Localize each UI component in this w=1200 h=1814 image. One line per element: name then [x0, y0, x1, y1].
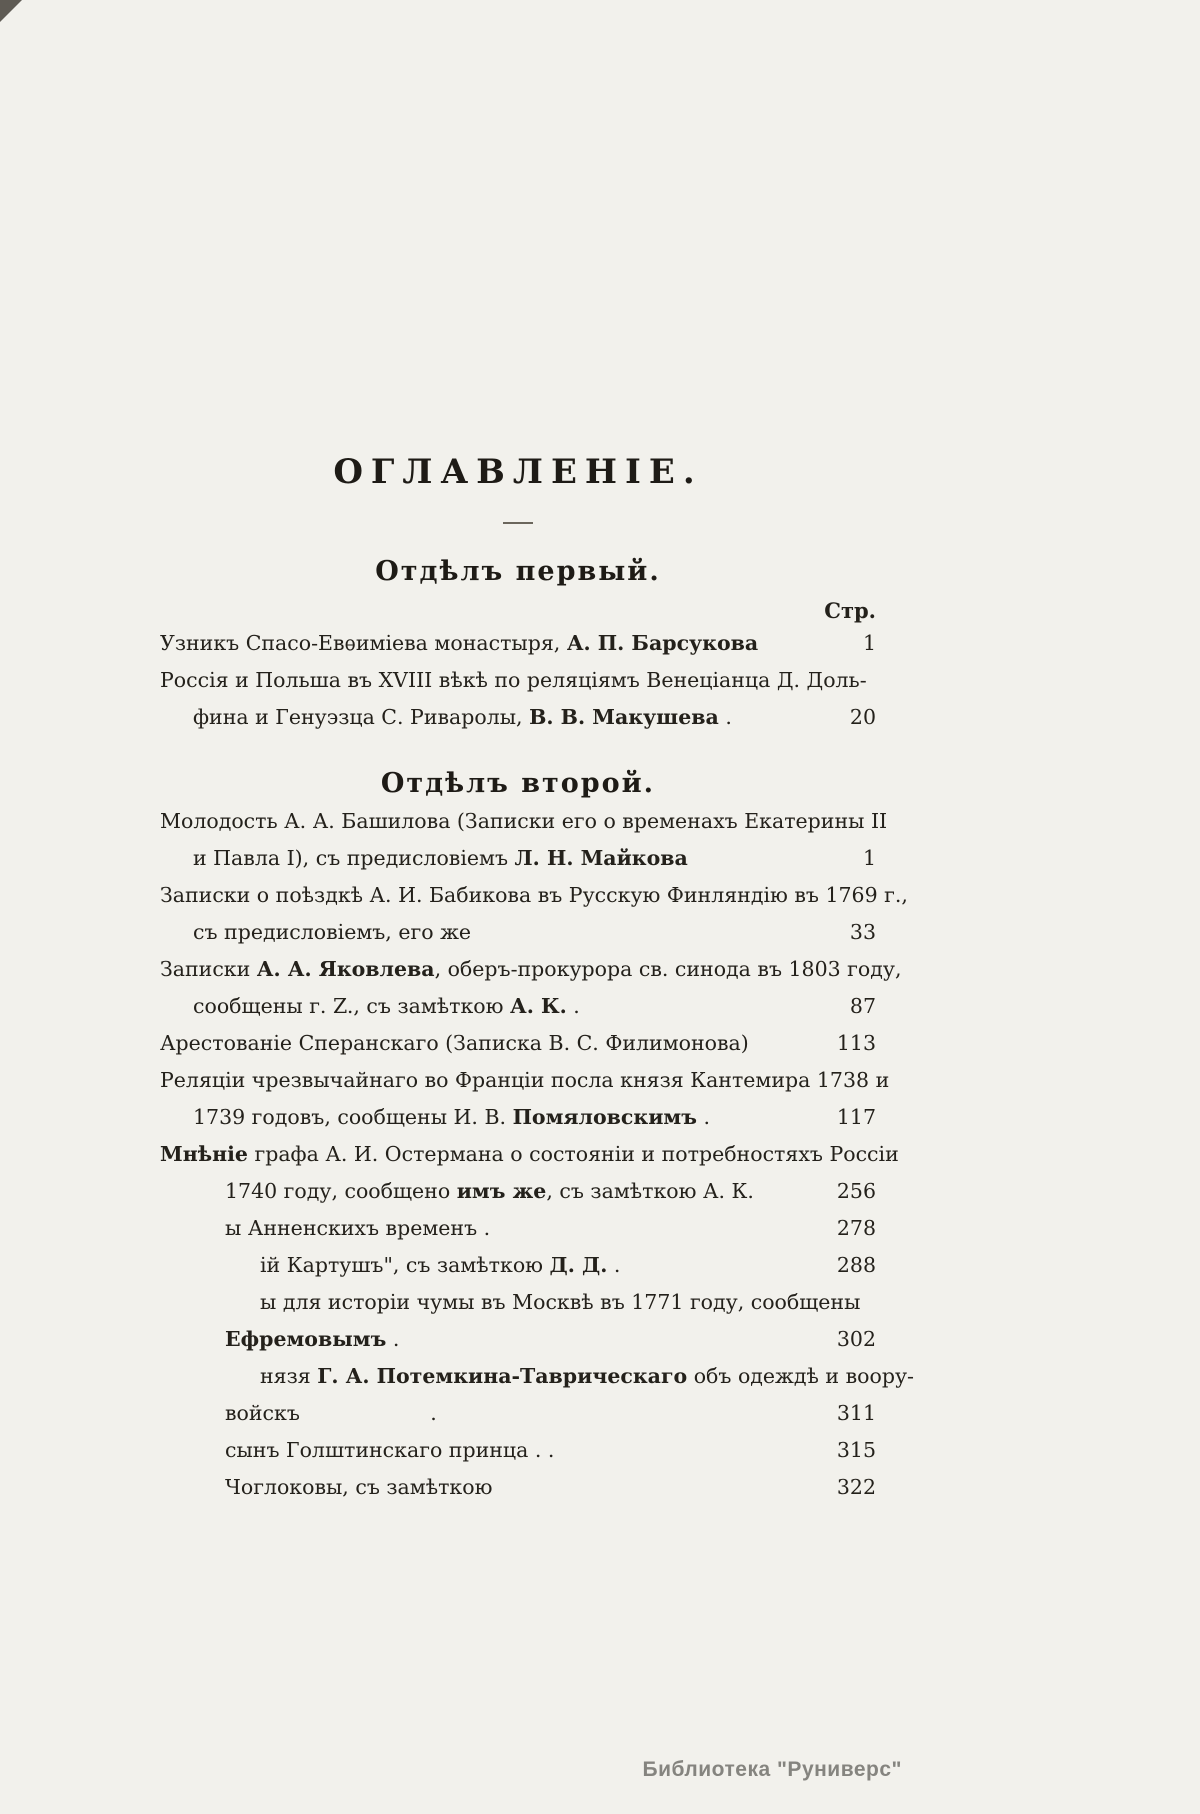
entry-text: нязя Г. А. Потемкина-Таврическаго объ одеждѣ и воору-: [260, 1364, 914, 1388]
entry-text: Записки о поѣздкѣ А. И. Бабикова въ Русскую Финляндію въ 1769 г.,: [160, 883, 908, 907]
entry-text: войскъ .: [225, 1401, 437, 1425]
page-number: 322: [836, 1475, 876, 1499]
table-of-contents: [160, 556, 914, 1506]
page-number: 256: [836, 1179, 876, 1203]
entry-text: Арестованіе Сперанскаго (Записка В. С. Филимонова): [160, 1031, 749, 1055]
entry-list: [160, 803, 914, 1506]
entry-text: Ефремовымъ .: [225, 1327, 400, 1351]
page-number: 288: [836, 1253, 876, 1277]
entry-text: фина и Генуэзца С. Риваролы, В. В. Макушева .: [193, 705, 732, 729]
entry-text: ій Картушъ", съ замѣткою Д. Д. .: [260, 1253, 621, 1277]
entry-text: ы для исторіи чумы въ Москвѣ въ 1771 году, сообщены: [260, 1290, 861, 1314]
toc-entry-line: [160, 1284, 876, 1321]
entry-text: и Павла I), съ предисловіемъ Л. Н. Майкова: [193, 846, 688, 870]
entry-text: Россія и Польша въ XVIII вѣкѣ по реляціямъ Венеціанца Д. Доль-: [160, 668, 867, 692]
entry-text: Чоглоковы, съ замѣткою: [225, 1475, 493, 1499]
toc-entry-line: [160, 1469, 876, 1506]
entry-text: Молодость А. А. Башилова (Записки его о временахъ Екатерины II: [160, 809, 888, 833]
page-number: 302: [836, 1327, 876, 1351]
page-number: 87: [849, 994, 876, 1018]
page-number: 1: [862, 846, 876, 870]
toc-entry-line: [160, 1395, 876, 1432]
page-number: 278: [836, 1216, 876, 1240]
toc-entry-line: [160, 625, 876, 662]
toc-entry-line: [160, 877, 908, 914]
toc-entry-line: [160, 1210, 876, 1247]
title-divider: [503, 522, 533, 524]
toc-entry-line: [160, 1247, 876, 1284]
entry-list: [160, 625, 876, 736]
page-number: 117: [836, 1105, 876, 1129]
entry-text: съ предисловіемъ, его же: [193, 920, 472, 944]
entry-text: Реляціи чрезвычайнаго во Франціи посла князя Кантемира 1738 и: [160, 1068, 890, 1092]
toc-entry-line: [160, 1099, 876, 1136]
entry-text: Записки А. А. Яковлева, оберъ-прокурора св. синода въ 1803 году,: [160, 957, 902, 981]
page-title: ОГЛАВЛЕНІЕ.: [333, 452, 703, 492]
toc-entry-line: [160, 1173, 876, 1210]
entry-text: Мнѣніе графа А. И. Остермана о состояніи и потребностяхъ Россіи: [160, 1142, 899, 1166]
toc-entry-line: [160, 662, 876, 699]
page-number: 315: [836, 1438, 876, 1462]
page-number: 113: [836, 1031, 876, 1055]
page-column-label: Стр.: [824, 598, 876, 623]
toc-entry-line: [160, 988, 876, 1025]
page-number: 311: [836, 1401, 876, 1425]
entry-text: ы Анненскихъ временъ .: [225, 1216, 491, 1240]
section-heading: Отдѣлъ первый.: [375, 556, 661, 587]
scan-artifact-corner: [0, 0, 22, 22]
toc-entry-line: [160, 951, 902, 988]
library-watermark: Библиотека "Руниверс": [642, 1758, 902, 1781]
toc-entry-line: [160, 1062, 890, 1099]
entry-text: сынъ Голштинскаго принца . .: [225, 1438, 555, 1462]
section-heading: Отдѣлъ второй.: [380, 768, 656, 799]
toc-entry-line: [160, 1321, 876, 1358]
toc-entry-line: [160, 1432, 876, 1469]
toc-entry-line: [160, 699, 876, 736]
page-number: 33: [849, 920, 876, 944]
page-number: 20: [849, 705, 876, 729]
toc-entry-line: [160, 840, 876, 877]
entry-text: 1739 годовъ, сообщены И. В. Помяловскимъ .: [193, 1105, 710, 1129]
toc-entry-line: [160, 1136, 899, 1173]
page-number: 1: [862, 631, 876, 655]
entry-text: сообщены г. Z., съ замѣткою А. К. .: [193, 994, 580, 1018]
toc-entry-line: [160, 914, 876, 951]
book-page: [160, 0, 914, 1506]
entry-text: 1740 году, сообщено имъ же, съ замѣткою А. К.: [225, 1179, 754, 1203]
entry-text: Узникъ Спасо-Евѳиміева монастыря, А. П. Барсукова: [160, 631, 759, 655]
toc-entry-line: [160, 1025, 876, 1062]
toc-entry-line: [160, 803, 888, 840]
toc-entry-line: [160, 1358, 914, 1395]
